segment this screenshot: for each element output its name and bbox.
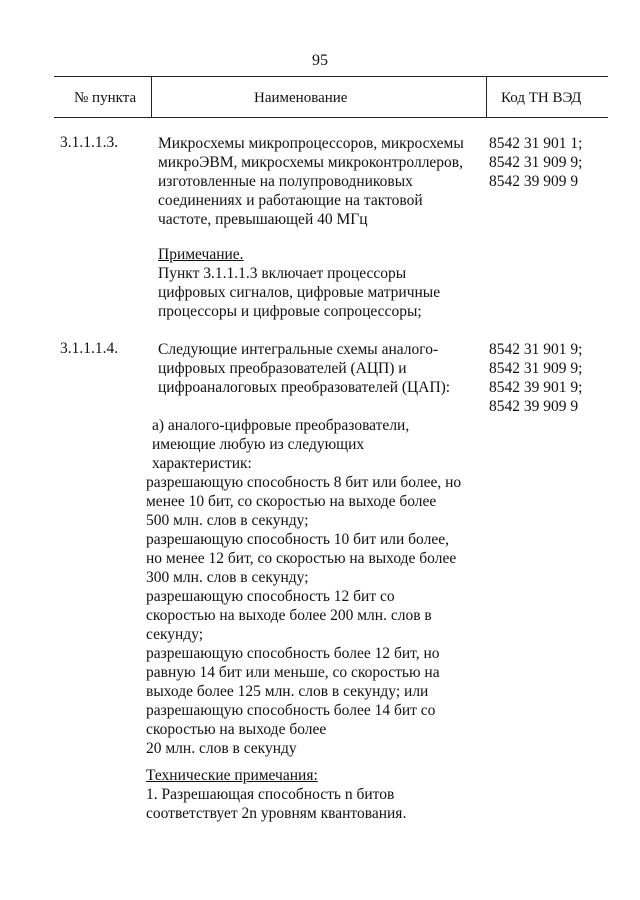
item-name	[158, 340, 450, 397]
header-number: № пункта	[74, 90, 137, 106]
text-line: частоте, превышающей 40 МГц	[158, 211, 368, 228]
text-line: 1. Разрешающая способность n битов	[146, 786, 395, 803]
text-line: Микросхемы микропроцессоров, микросхемы	[158, 135, 464, 152]
note-title: Примечание.	[158, 246, 244, 263]
item-name	[158, 134, 464, 229]
code-line: 8542 31 901 1;	[489, 135, 583, 152]
text-line: а) аналого-цифровые преобразователи,	[152, 417, 410, 434]
text-line: 500 млн. слов в секунду;	[146, 512, 309, 529]
sub-item-details	[146, 473, 461, 758]
text-line: но менее 12 бит, со скоростью на выходе более	[146, 550, 457, 567]
technical-notes	[146, 766, 406, 823]
text-line: скоростью на выходе более	[146, 721, 327, 738]
code-line: 8542 39 909 9	[489, 398, 579, 415]
text-line: 300 млн. слов в секунду;	[146, 569, 309, 586]
text-line: цифровых сигналов, цифровые матричные	[158, 284, 441, 301]
text-line: соответствует 2n уровням квантования.	[146, 805, 407, 822]
text-line: разрешающую способность 8 бит или более, но	[146, 474, 462, 491]
text-line: Пункт 3.1.1.1.3 включает процессоры	[158, 265, 407, 282]
table-header-bottom-rule	[54, 117, 608, 118]
item-codes	[489, 340, 582, 416]
table-header-top-rule	[54, 76, 608, 77]
text-line: микроЭВМ, микросхемы микроконтроллеров,	[158, 154, 463, 171]
text-line: разрешающую способность 10 бит или более,	[146, 531, 449, 548]
code-line: 8542 39 901 9;	[489, 379, 583, 396]
item-number: 3.1.1.1.3.	[60, 134, 119, 151]
text-line: разрешающую способность 12 бит со	[146, 588, 395, 605]
code-line: 8542 31 909 9;	[489, 360, 583, 377]
text-line: менее 10 бит, со скоростью на выходе более	[146, 493, 437, 510]
technical-notes-title: Технические примечания:	[146, 767, 318, 784]
text-line: Следующие интегральные схемы аналого-	[158, 341, 439, 358]
text-line: соединениях и работающие на тактовой	[158, 192, 423, 209]
item-codes	[489, 134, 582, 191]
header-name: Наименование	[254, 90, 348, 106]
code-line: 8542 31 909 9;	[489, 154, 583, 171]
item-number: 3.1.1.1.4.	[60, 340, 119, 357]
text-line: равную 14 бит или меньше, со скоростью на	[146, 664, 440, 681]
page-number: 95	[312, 52, 328, 69]
text-line: характеристик:	[152, 455, 252, 472]
header-code: Код ТН ВЭД	[501, 90, 582, 106]
table-column-divider	[486, 76, 487, 118]
text-line: выходе более 125 млн. слов в секунду; или	[146, 683, 429, 700]
text-line: скоростью на выходе более 200 млн. слов в	[146, 607, 432, 624]
text-line: цифровых преобразователей (АЦП) и	[158, 360, 407, 377]
text-line: секунду;	[146, 626, 204, 643]
code-line: 8542 31 901 9;	[489, 341, 583, 358]
text-line: цифроаналоговых преобразователей (ЦАП):	[158, 379, 451, 396]
sub-item-intro	[152, 416, 409, 473]
item-note	[158, 245, 440, 321]
text-line: 20 млн. слов в секунду	[146, 740, 297, 757]
table-column-divider	[151, 76, 152, 118]
text-line: изготовленные на полупроводниковых	[158, 173, 413, 190]
text-line: разрешающую способность более 12 бит, но	[146, 645, 440, 662]
code-line: 8542 39 909 9	[489, 173, 579, 190]
text-line: имеющие любую из следующих	[152, 436, 365, 453]
text-line: процессоры и цифровые сопроцессоры;	[158, 303, 422, 320]
text-line: разрешающую способность более 14 бит со	[146, 702, 436, 719]
